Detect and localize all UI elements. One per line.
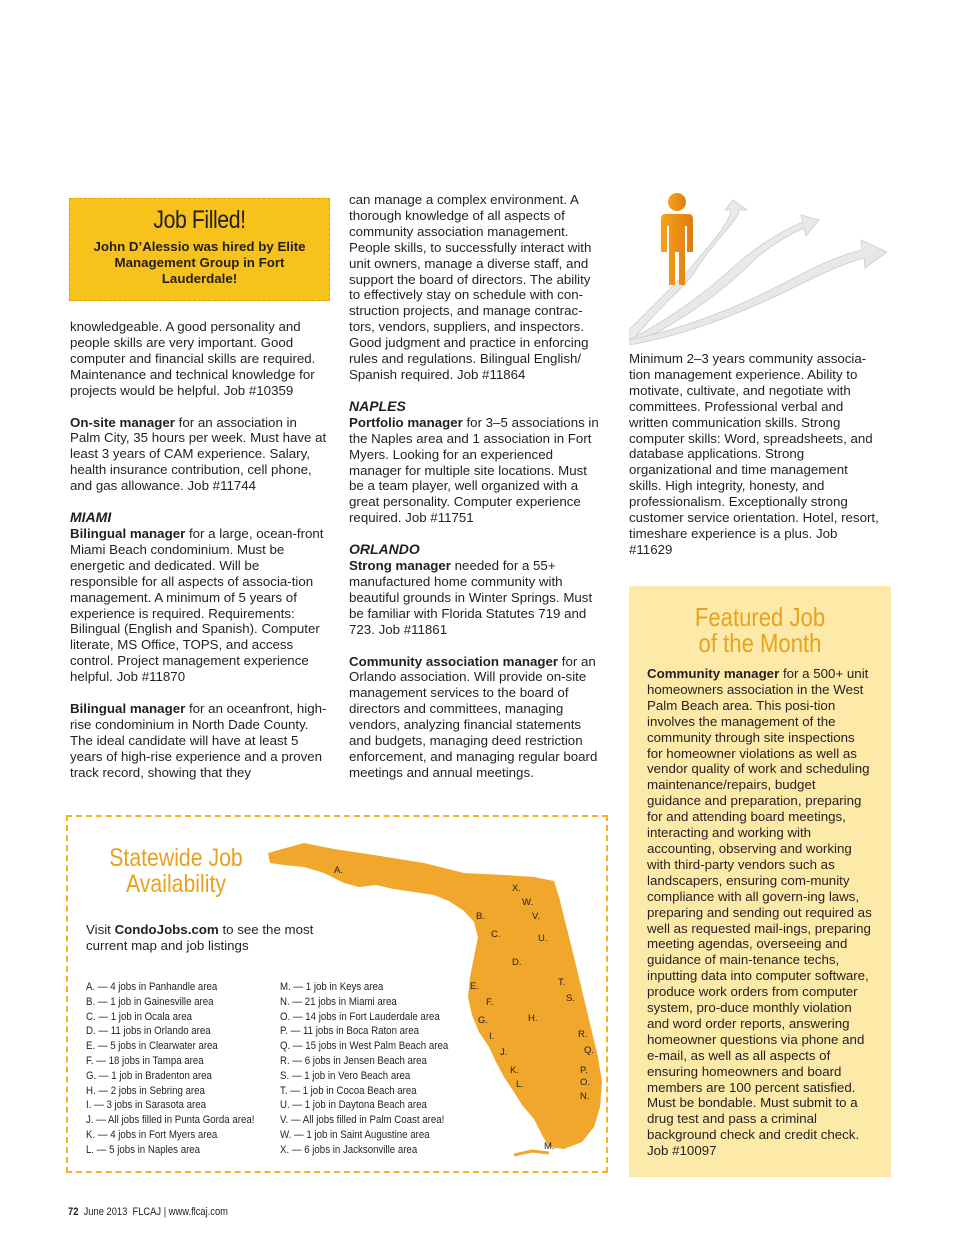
footer-divider: | bbox=[163, 1206, 167, 1218]
map-label-n: N. bbox=[580, 1091, 590, 1102]
column-2 bbox=[349, 192, 599, 797]
condojobs-link[interactable]: CondoJobs.com bbox=[114, 922, 219, 937]
map-label-l: L. bbox=[516, 1079, 524, 1090]
website-link[interactable]: www.flcaj.com bbox=[168, 1206, 228, 1218]
list-item: A. — 4 jobs in Panhandle area bbox=[86, 981, 218, 993]
map-label-o: O. bbox=[580, 1077, 591, 1088]
map-label-v: V. bbox=[532, 911, 541, 922]
section-orlando: ORLANDO bbox=[349, 541, 420, 558]
list-item: B. — 1 job in Gainesville area bbox=[86, 995, 214, 1008]
map-label-k: K. bbox=[510, 1065, 519, 1076]
listing-text: for 3–5 associations in the Naples area and 1 association in Fort Myers. Looking for an experienced manager for multiple site locations. Must be a team player, well organized with a great personality. Computer experience required. Job #11751 bbox=[349, 414, 599, 526]
list-item: V. — All jobs filled in Palm Coast area! bbox=[280, 1114, 445, 1127]
list-item: S. — 1 job in Vero Beach area bbox=[280, 1069, 411, 1082]
map-label-p: P. bbox=[580, 1065, 588, 1076]
job-filled-box bbox=[69, 198, 330, 301]
statewide-title bbox=[108, 845, 244, 897]
list-item: O. — 14 jobs in Fort Lauderdale area bbox=[280, 1010, 440, 1023]
map-label-w: W. bbox=[522, 897, 534, 908]
featured-title-line-1: Featured Job bbox=[694, 602, 826, 632]
list-item: Q. — 15 jobs in West Palm Beach area bbox=[280, 1040, 449, 1053]
map-label-q: Q. bbox=[584, 1045, 595, 1056]
listing-title: Portfolio manager bbox=[349, 414, 463, 430]
list-item: H. — 2 jobs in Sebring area bbox=[86, 1084, 205, 1097]
list-item: P. — 11 jobs in Boca Raton area bbox=[280, 1025, 420, 1038]
featured-title-line-2: of the Month bbox=[698, 628, 822, 658]
list-item: G. — 1 job in Bradenton area bbox=[86, 1069, 212, 1082]
list-item: F. — 18 jobs in Tampa area bbox=[86, 1054, 204, 1067]
map-label-a: A. bbox=[334, 865, 343, 876]
section-naples: NAPLES bbox=[349, 397, 406, 414]
list-item: X. — 6 jobs in Jacksonville area bbox=[280, 1143, 418, 1156]
issue-date: June 2013 bbox=[83, 1206, 128, 1218]
map-label-m: M. bbox=[544, 1141, 555, 1152]
featured-job-box bbox=[629, 586, 891, 1177]
list-item: R. — 6 jobs in Jensen Beach area bbox=[280, 1054, 427, 1067]
listing-title: Strong manager bbox=[349, 558, 451, 574]
page-number: 72 bbox=[68, 1206, 79, 1218]
col2-listing-naples bbox=[349, 415, 599, 526]
map-label-i: I. bbox=[489, 1031, 495, 1042]
map-label-g: G. bbox=[478, 1015, 489, 1026]
job-list-left bbox=[86, 980, 254, 1158]
col1-listing-north-dade bbox=[70, 701, 330, 781]
listing-title: On-site manager bbox=[70, 414, 175, 430]
listing-text: for an Orlando association. Will provide on-site management services to the board of directors and committees, managing vendors, analyzing financial statements and budgets, managing deed restriction enforcement, and managing regular board meetings and annual meetings. bbox=[349, 653, 598, 780]
list-item: I. — 3 jobs in Sarasota area bbox=[86, 1099, 206, 1112]
list-item: N. — 21 jobs in Miami area bbox=[280, 995, 397, 1008]
col1-paragraph-0: knowledgeable. A good personality and people skills are very important. Good computer and financial skills are required. Maintenance and technical knowledge for projects would be helpful. Job #10359 bbox=[70, 319, 316, 398]
col2-listing-winter-springs bbox=[349, 558, 599, 638]
visit-pre: Visit bbox=[86, 922, 115, 937]
map-label-u: U. bbox=[538, 933, 548, 944]
map-label-c: C. bbox=[491, 929, 501, 940]
listing-text: for an association in Palm City, 35 hours per week. Must have at least 3 years of CAM experience. Salary, health insurance contribution, cell phone, and gas allowance. Job #11744 bbox=[70, 414, 327, 494]
listing-title: Bilingual manager bbox=[70, 525, 186, 541]
map-label-h: H. bbox=[528, 1013, 538, 1024]
listing-text: for an oceanfront, high-rise condominium in North Dade County. The ideal candidate will have at least 5 years of high-rise experience and a proven track record, showing that they bbox=[70, 701, 327, 780]
list-item: M. — 1 job in Keys area bbox=[280, 981, 384, 993]
list-item: C. — 1 job in Ocala area bbox=[86, 1010, 192, 1023]
statewide-title-line-1: Statewide Job bbox=[109, 844, 243, 872]
listing-text: for a large, ocean-front Miami Beach condominium. Must be energetic and dedicated. Will be responsible for all aspects of associa-tion management. A minimum of 5 years of experience is required. Requirements: Bilingual (English and Spanish). Computer literate, MS Office, TOPS, and access control. Project management experience helpful. Job #11870 bbox=[70, 525, 324, 685]
map-label-e: E. bbox=[470, 981, 479, 992]
featured-job-title bbox=[664, 604, 856, 656]
list-item: J. — All jobs filled in Punta Gorda area! bbox=[86, 1114, 255, 1127]
col3-paragraph-0: Minimum 2–3 years community associa-tion management experience. Ability to motivate, cultivate, and negotiate with committees. Professional verbal and written communication skills. Strong computer skills: Word, spreadsheets, and database applications. Strong organizational and time management skills. High integrity, honesty, and professionalism. Exceptionally strong customer service orientation. Hotel, resort, timeshare experience is a plus. Job #11629 bbox=[629, 351, 879, 557]
map-label-d: D. bbox=[512, 957, 522, 968]
person-crossroads-illustration bbox=[629, 190, 890, 345]
list-item: D. — 11 jobs in Orlando area bbox=[86, 1025, 211, 1038]
page-footer bbox=[68, 1206, 228, 1218]
featured-job-role: Community manager bbox=[647, 666, 780, 681]
column-3 bbox=[629, 351, 879, 574]
map-label-b: B. bbox=[476, 911, 485, 922]
publication-name: FLCAJ bbox=[132, 1206, 162, 1218]
statewide-title-line-2: Availability bbox=[125, 870, 227, 898]
map-label-s: S. bbox=[566, 993, 575, 1004]
statewide-job-box bbox=[66, 815, 608, 1173]
map-label-r: R. bbox=[578, 1029, 588, 1040]
listing-title: Community association manager bbox=[349, 653, 559, 669]
col1-listing-miami-beach bbox=[70, 526, 330, 685]
list-item: W. — 1 job in Saint Augustine area bbox=[280, 1128, 430, 1141]
list-item: T. — 1 job in Cocoa Beach area bbox=[280, 1084, 417, 1097]
col2-listing-orlando bbox=[349, 654, 599, 781]
job-filled-title: Job Filled! bbox=[153, 206, 246, 234]
col1-listing-palm-city bbox=[70, 415, 330, 495]
map-label-x: X. bbox=[512, 883, 521, 894]
listing-title: Bilingual manager bbox=[70, 701, 186, 717]
featured-job-description: for a 500+ unit homeowners association in the West Palm Beach area. This posi-tion involves the management of the community through site inspections for homeowner violations as well as vendor quality of work and scheduling maintenance/repairs, budget guidance and preparation, preparing for and attending board meetings, interacting and working with accounting, observing and working with third-party vendors such as landscapers, ensuring com-munity compliance with all govern-ing laws, preparing and sending out required as well as requested mail-ings, preparing meeting agendas, overseeing and guidance of main-tenance techs, inputting data into computer software, produce work orders from computer system, pro-duce monthly violation and word order reports, answering homeowner questions via phone and e-mail, as well as all aspects of ensuring homeowners and board members are 100 percent satisfied. Must be bondable. Must submit to a drug test and pass a criminal background check and credit check. Job #10097 bbox=[647, 666, 872, 1159]
section-miami: MIAMI bbox=[70, 509, 112, 526]
list-item: U. — 1 job in Daytona Beach area bbox=[280, 1099, 427, 1112]
visit-post: to see the most current map and job listings bbox=[86, 922, 314, 953]
map-label-f: F. bbox=[486, 997, 494, 1008]
listing-text: needed for a 55+ manufactured home community with beautiful grounds in Winter Springs. Must be familiar with Florida Statutes 719 and 723. Job #11861 bbox=[349, 558, 593, 637]
list-item: K. — 4 jobs in Fort Myers area bbox=[86, 1128, 218, 1141]
map-label-j: J. bbox=[500, 1047, 508, 1058]
featured-job-text bbox=[647, 666, 873, 1159]
col2-paragraph-0: can manage a complex environment. A thorough knowledge of all aspects of community association management. People skills, to successfully interact with unit owners, manage a diverse staff, and support the board of directors. The ability to effectively stay on schedule with con-struction projects, and manage contrac-tors, vendors, suppliers, and inspectors. Good judgment and practice in enforcing rules and regulations. Bilingual English/ Spanish required. Job #11864 bbox=[349, 192, 592, 382]
map-label-t: T. bbox=[558, 977, 566, 988]
list-item: L. — 5 jobs in Naples area bbox=[86, 1143, 201, 1156]
list-item: E. — 5 jobs in Clearwater area bbox=[86, 1040, 218, 1053]
job-filled-text: John D’Alessio was hired by Elite Management Group in Fort Lauderdale! bbox=[93, 239, 306, 286]
column-1 bbox=[70, 319, 330, 797]
job-list-right bbox=[280, 980, 448, 1158]
